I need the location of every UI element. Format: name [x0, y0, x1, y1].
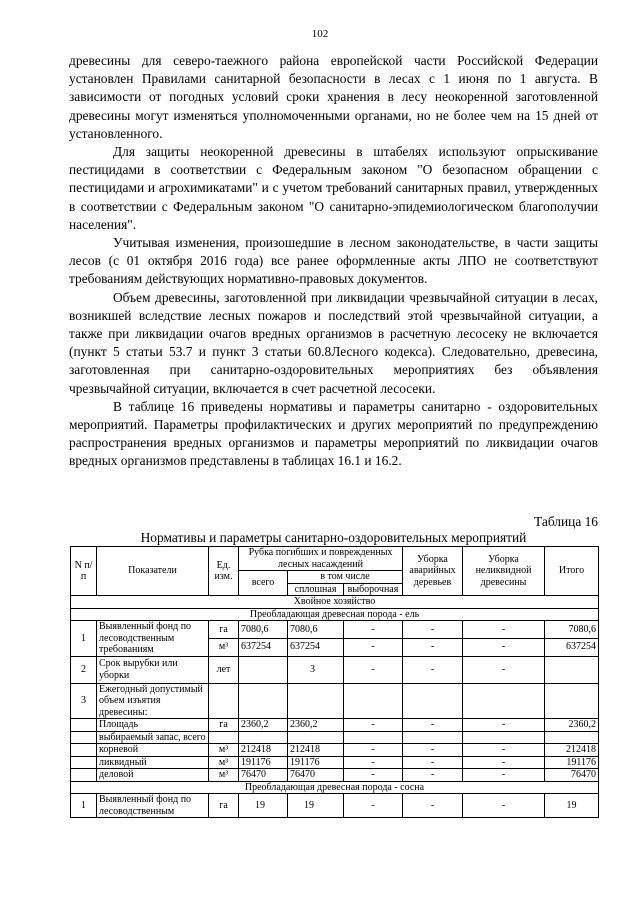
cell-indicator: деловой [97, 769, 209, 782]
cell-num [71, 731, 97, 744]
paragraph: Для защиты неокоренной древесины в штабелях используют опрыскивание пестицидами в соответствии с Федеральным законом "О безопасном обращении с пестицидами и агрохимикатами" и с учетом требований санитарных правил, утвержденных в соответствии с Федеральным законом "О санитарно-эпидемиологическом благополучии населения". [69, 144, 598, 232]
paragraph: Объем древесины, заготовленной при ликвидации чрезвычайной ситуации в лесах, возникшей вследствие лесных пожаров и последствий этой чрезвычайной ситуации, а также при ликвидации очагов вредных организмов в расчетную лесосеку не включается (пункт 5 статьи 53.7 и пункт 3 статьи 60.8Лесного кодекса). Следовательно, древесина, заготовленная при санитарно-оздоровительных мероприятиях без объявления чрезвычайной ситуации, включается в счет расчетной лесосеки. [69, 289, 598, 396]
cell-empty [239, 683, 288, 719]
cell-sum: 76470 [545, 769, 599, 782]
table-row [71, 794, 599, 818]
table-row [71, 756, 599, 769]
cell-empty [209, 731, 239, 744]
cell-unit: м³ [209, 638, 239, 656]
cell-num: 1 [71, 794, 97, 818]
cell-emergency: - [403, 744, 463, 757]
cell-selective: - [344, 621, 403, 639]
cell-clear: 76470 [288, 769, 344, 782]
subsection-title: Преобладающая древесная порода - сосна [71, 781, 599, 794]
cell-illiquid: - [463, 794, 545, 818]
cell-sum: 191176 [545, 756, 599, 769]
table-title: Нормативы и параметры санитарно-оздоровительных мероприятий [140, 530, 527, 545]
cell-emergency: - [403, 719, 463, 732]
cell-sum [545, 656, 599, 683]
cell-num: 1 [71, 621, 97, 657]
cell-illiquid: - [463, 621, 545, 639]
header-num: N п/п [71, 547, 97, 596]
cell-emergency: - [403, 621, 463, 639]
section-row [71, 596, 599, 609]
header-selective: выборочная [344, 583, 403, 596]
cell-selective: - [344, 744, 403, 757]
cell-emergency: - [403, 794, 463, 818]
cell-empty [239, 731, 288, 744]
header-total-felling: всего [239, 571, 288, 596]
body-text [69, 52, 598, 471]
table-row [71, 683, 599, 719]
cell-indicator: корневой [97, 744, 209, 757]
cell-selective: - [344, 756, 403, 769]
header-felling-group: Рубка погибших и поврежденных лесных насаждений [239, 547, 403, 571]
cell-indicator: ликвидный [97, 756, 209, 769]
cell-sum: 19 [545, 794, 599, 818]
cell-emergency: - [403, 769, 463, 782]
cell-unit: м³ [209, 756, 239, 769]
cell-unit: га [209, 719, 239, 732]
cell-unit: га [209, 621, 239, 639]
cell-indicator: Площадь [97, 719, 209, 732]
cell-sum: 212418 [545, 744, 599, 757]
cell-clear: 637254 [288, 638, 344, 656]
cell-sum: 2360,2 [545, 719, 599, 732]
subsection-row [71, 608, 599, 621]
table-row [71, 656, 599, 683]
cell-emergency: - [403, 756, 463, 769]
cell-empty [288, 731, 344, 744]
cell-selective: - [344, 794, 403, 818]
header-unit: Ед. изм. [209, 547, 239, 596]
cell-illiquid: - [463, 719, 545, 732]
header-indicator: Показатели [97, 547, 209, 596]
cell-num [71, 756, 97, 769]
cell-sum: 7080,6 [545, 621, 599, 639]
subsection-title: Преобладающая древесная порода - ель [71, 608, 599, 621]
table-row [71, 621, 599, 639]
cell-empty [545, 683, 599, 719]
paragraph: В таблице 16 приведены нормативы и параметры санитарно - оздоровительных мероприятий. Параметры профилактических и других мероприятий по предупреждению распространения вредных организмов и параметры мероприятий по ликвидации очагов вредных организмов представлены в таблицах 16.1 и 16.2. [69, 398, 598, 469]
table-caption: Таблица 16 [534, 514, 598, 529]
table-row [71, 769, 599, 782]
cell-clear: 191176 [288, 756, 344, 769]
cell-empty [545, 731, 599, 744]
cell-selective: - [344, 719, 403, 732]
cell-total: 2360,2 [239, 719, 288, 732]
cell-unit: м³ [209, 769, 239, 782]
header-clear: сплошная [288, 583, 344, 596]
cell-empty [288, 683, 344, 719]
cell-selective: - [344, 656, 403, 683]
table-row [71, 731, 599, 744]
cell-unit: га [209, 794, 239, 818]
cell-num: 3 [71, 683, 97, 719]
cell-num [71, 719, 97, 732]
cell-illiquid: - [463, 656, 545, 683]
header-sum: Итого [545, 547, 599, 596]
cell-empty [463, 731, 545, 744]
cell-empty [344, 731, 403, 744]
cell-selective: - [344, 769, 403, 782]
cell-clear: 2360,2 [288, 719, 344, 732]
cell-num [71, 769, 97, 782]
cell-clear: 7080,6 [288, 621, 344, 639]
cell-indicator: Выявленный фонд по лесоводственным [97, 794, 209, 818]
table-row [71, 719, 599, 732]
cell-unit: лет [209, 656, 239, 683]
cell-selective: - [344, 638, 403, 656]
cell-clear: 19 [288, 794, 344, 818]
cell-indicator: Ежегодный допустимый объем изъятия древесины: [97, 683, 209, 719]
cell-indicator: Срок вырубки или уборки [97, 656, 209, 683]
cell-unit: м³ [209, 744, 239, 757]
cell-indicator: выбираемый запас, всего [97, 731, 209, 744]
cell-total: 76470 [239, 769, 288, 782]
cell-sum: 637254 [545, 638, 599, 656]
cell-emergency: - [403, 638, 463, 656]
subsection-row [71, 781, 599, 794]
paragraph: древесины для северо-таежного района европейской части Российской Федерации установлен Правилами санитарной безопасности в лесах с 1 июня по 1 августа. В зависимости от погодных условий сроки хранения в лесу неокоренной заготовленной древесины могут изменяться уполномоченными органами, но не более чем на 15 дней от установленного. [69, 53, 598, 141]
cell-total: 212418 [239, 744, 288, 757]
cell-empty [403, 683, 463, 719]
cell-total: 191176 [239, 756, 288, 769]
cell-empty [403, 731, 463, 744]
cell-total: 637254 [239, 638, 288, 656]
cell-empty [209, 683, 239, 719]
cell-total: 7080,6 [239, 621, 288, 639]
cell-num [71, 744, 97, 757]
cell-num: 2 [71, 656, 97, 683]
page-number: 102 [311, 28, 329, 40]
table-row [71, 744, 599, 757]
cell-clear: 212418 [288, 744, 344, 757]
section-title: Хвойное хозяйство [71, 596, 599, 609]
header-illiquid: Уборка неликвидной древесины [463, 547, 545, 596]
cell-empty [344, 683, 403, 719]
cell-illiquid: - [463, 756, 545, 769]
header-emergency: Уборка аварийных деревьев [403, 547, 463, 596]
cell-emergency: - [403, 656, 463, 683]
cell-empty [463, 683, 545, 719]
cell-indicator: Выявленный фонд по лесоводственным требованиям [97, 621, 209, 657]
cell-total: 19 [239, 794, 288, 818]
norms-table [70, 546, 599, 818]
cell-illiquid: - [463, 638, 545, 656]
header-including: в том числе [288, 571, 403, 584]
cell-illiquid: - [463, 744, 545, 757]
cell-illiquid: - [463, 769, 545, 782]
cell-clear: 3 [288, 656, 344, 683]
table-header-row [71, 547, 599, 571]
cell-total [239, 656, 288, 683]
paragraph: Учитывая изменения, произошедшие в лесном законодательстве, в части защиты лесов (с 01 октября 2016 года) все ранее оформленные акты ЛПО не соответствуют требованиям действующих нормативно-правовых документов. [69, 235, 598, 287]
